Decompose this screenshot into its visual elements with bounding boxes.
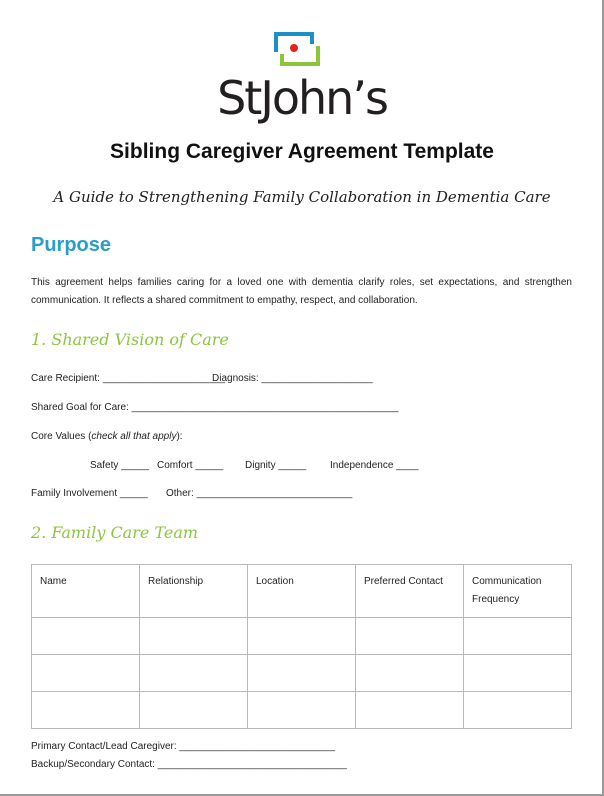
value-dignity-field[interactable]: Dignity _____ [245,460,307,471]
purpose-paragraph: This agreement helps families caring for a loved one with dementia clarify roles, set expectations, and strengthen communication. It reflects a shared commitment to empathy, respect, and collaboration. [31,277,572,306]
family-care-team-table [31,564,572,729]
column-header-preferred-contact: Preferred Contact [356,565,464,618]
column-header-communication-frequency: Communication Frequency [464,565,572,618]
value-comfort-field[interactable]: Comfort _____ [157,460,224,471]
table-cell[interactable] [140,618,248,655]
logo-wordmark: StJohn’s [217,71,387,125]
value-independence-field[interactable]: Independence ____ [330,460,419,471]
column-header-name: Name [32,565,140,618]
table-header-row [32,565,572,618]
table-cell[interactable] [140,655,248,692]
document-title: Sibling Caregiver Agreement Template [110,140,494,163]
primary-contact-field[interactable]: Primary Contact/Lead Caregiver: ____________________________ [31,741,336,752]
table-cell[interactable] [248,692,356,729]
table-cell[interactable] [32,618,140,655]
table-cell[interactable] [140,692,248,729]
column-header-location: Location [248,565,356,618]
section-2-heading: 2. Family Care Team [31,523,199,542]
table-row [32,692,572,729]
table-cell[interactable] [248,618,356,655]
column-header-relationship: Relationship [140,565,248,618]
st-johns-logo-mark-icon [270,30,322,70]
table-cell[interactable] [464,618,572,655]
family-involvement-field[interactable]: Family Involvement _____ [31,488,148,499]
care-recipient-field[interactable]: Care Recipient: ______________________ [31,373,226,384]
table-cell[interactable] [32,655,140,692]
purpose-heading: Purpose [31,234,112,256]
diagnosis-field[interactable]: Diagnosis: ____________________ [212,373,373,384]
core-values-label: Core Values (check all that apply): [31,431,183,442]
table-row [32,655,572,692]
table-cell[interactable] [32,692,140,729]
table-row [32,618,572,655]
table-cell[interactable] [356,692,464,729]
table-cell[interactable] [356,655,464,692]
shared-goal-field[interactable]: Shared Goal for Care: ________________________________________________ [31,402,399,413]
table-cell[interactable] [464,692,572,729]
document-subtitle: A Guide to Strengthening Family Collaboration in Dementia Care [53,188,551,206]
other-field[interactable]: Other: ____________________________ [166,488,353,499]
value-safety-field[interactable]: Safety _____ [90,460,149,471]
table-cell[interactable] [464,655,572,692]
backup-contact-field[interactable]: Backup/Secondary Contact: __________________________________ [31,759,347,770]
table-cell[interactable] [248,655,356,692]
table-cell[interactable] [356,618,464,655]
section-1-heading: 1. Shared Vision of Care [31,330,229,349]
